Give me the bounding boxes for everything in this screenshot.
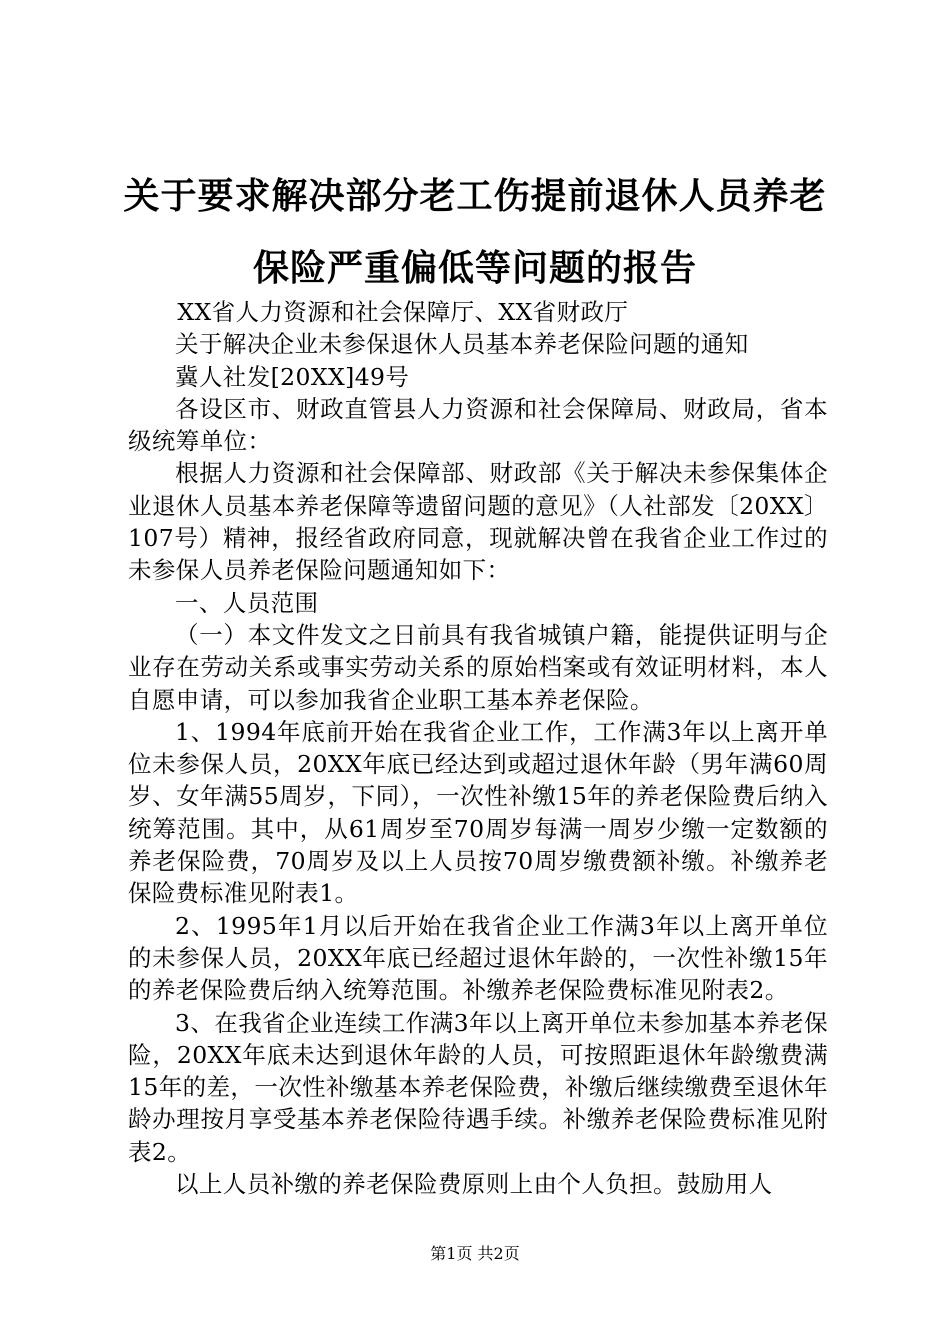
paragraph-addressees: 各设区市、财政直管县人力资源和社会保障局、财政局，省本级统筹单位： <box>128 394 828 456</box>
page-footer: 第1页 共2页 <box>430 1244 520 1263</box>
paragraph-funding: 以上人员补缴的养老保险费原则上由个人负担。鼓励用人 <box>175 1170 773 1199</box>
paragraph-point-3: 3、在我省企业连续工作满3年以上离开单位未参加基本养老保险，20XX年底未达到退休年龄的人员，可按照距退休年龄缴费满15年的差，一次性补缴基本养老保险费，补缴后继续缴费至退休年龄办理按月享受基本养老保险待遇手续。补缴养老保险费标准见附表2。 <box>128 1008 828 1166</box>
paragraph-notice-title: 关于解决企业未参保退休人员基本养老保险问题的通知 <box>175 330 749 359</box>
paragraph-point-1: 1、1994年底前开始在我省企业工作，工作满3年以上离开单位未参保人员，20XX年底已经达到或超过退休年龄（男年满60周岁、女年满55周岁，下同），一次性补缴15年的养老保险费后纳入统筹范围。其中，从61周岁至70周岁每满一周岁少缴一定数额的养老保险费，70周岁及以上人员按70周岁缴费额补缴。补缴养老保险费标准见附表1。 <box>128 717 828 908</box>
paragraph-doc-number: 冀人社发[20XX]49号 <box>175 362 410 391</box>
document-title: 关于要求解决部分老工伤提前退休人员养老保险严重偏低等问题的报告 <box>123 175 827 289</box>
section-heading-scope: 一、人员范围 <box>175 588 319 617</box>
paragraph-preamble: 根据人力资源和社会保障部、财政部《关于解决未参保集体企业退休人员基本养老保障等遗留问题的意见》（人社部发〔20XX〕107号）精神，报经省政府同意，现就解决曾在我省企业工作过的未参保人员养老保险问题通知如下： <box>128 459 828 585</box>
paragraph-point-2: 2、1995年1月以后开始在我省企业工作满3年以上离开单位的未参保人员，20XX年底已经超过退休年龄的，一次性补缴15年的养老保险费后纳入统筹范围。补缴养老保险费标准见附表2。 <box>128 911 828 1005</box>
document-body <box>128 296 828 1200</box>
paragraph-issuer: XX省人力资源和社会保障厅、XX省财政厅 <box>177 298 629 326</box>
paragraph-item-one: （一）本文件发文之日前具有我省城镇户籍，能提供证明与企业存在劳动关系或事实劳动关系的原始档案或有效证明材料，本人自愿申请，可以参加我省企业职工基本养老保险。 <box>128 620 828 714</box>
